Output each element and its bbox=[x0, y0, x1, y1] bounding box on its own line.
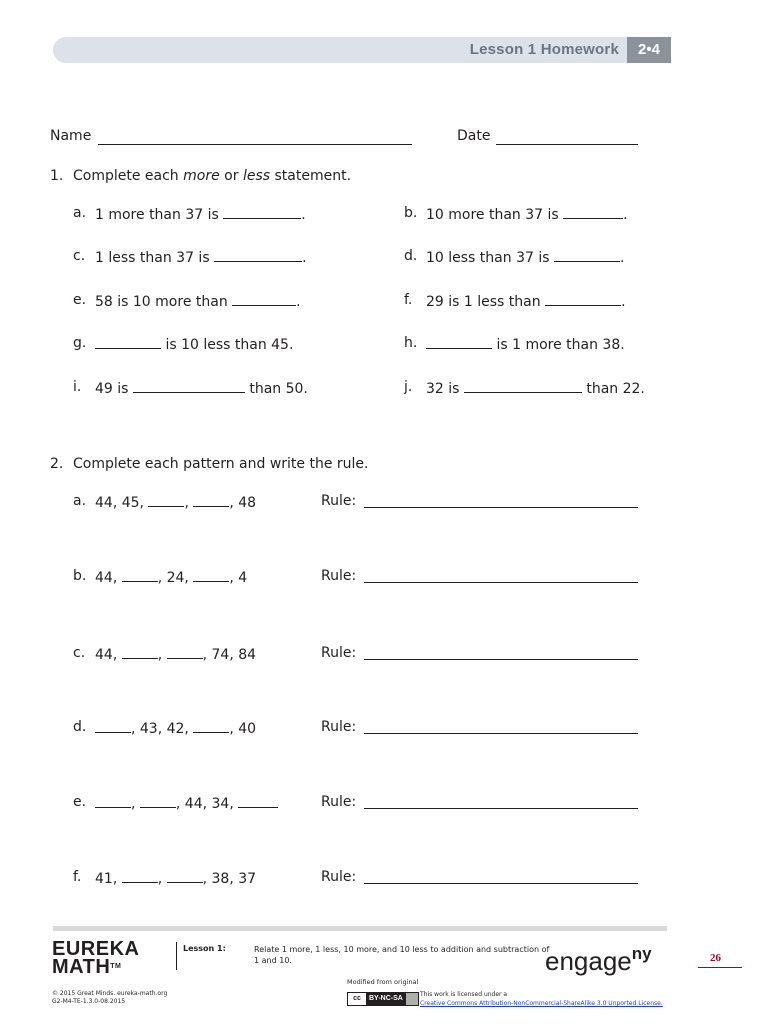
page-number-underline bbox=[698, 967, 742, 968]
footer-lesson-description: Relate 1 more, 1 less, 10 more, and 10 less to addition and subtraction of 1 and 10. bbox=[254, 945, 550, 965]
license-link[interactable]: Creative Commons Attribution-NonCommercial-ShareAlike 3.0 Unported License. bbox=[420, 1000, 663, 1007]
answer-blank[interactable] bbox=[554, 247, 620, 262]
rule-field[interactable] bbox=[364, 659, 638, 660]
answer-blank[interactable] bbox=[167, 644, 203, 659]
license-text: This work is licensed under a Creative Commons Attribution-NonCommercial-ShareAlike 3.0 Unported License. bbox=[420, 991, 663, 1007]
problem-1h-letter: h. bbox=[404, 335, 418, 351]
problem-1c: 1 less than 37 is . bbox=[95, 247, 307, 267]
rule-label: Rule: bbox=[321, 719, 357, 735]
problem-1b-letter: b. bbox=[404, 205, 418, 221]
problem-1b: 10 more than 37 is . bbox=[426, 204, 628, 224]
answer-blank[interactable] bbox=[232, 291, 296, 306]
rule-label: Rule: bbox=[321, 568, 357, 584]
pattern-e-letter: e. bbox=[73, 794, 87, 810]
problem-1d: 10 less than 37 is . bbox=[426, 247, 624, 267]
answer-blank[interactable] bbox=[214, 247, 302, 262]
answer-blank[interactable] bbox=[545, 291, 621, 306]
pattern-a: 44, 45, , , 48 bbox=[95, 492, 256, 512]
problem-1i-letter: i. bbox=[73, 379, 82, 395]
problem-1a-letter: a. bbox=[73, 205, 87, 221]
rule-field[interactable] bbox=[364, 883, 638, 884]
answer-blank[interactable] bbox=[223, 204, 301, 219]
answer-blank[interactable] bbox=[95, 793, 131, 808]
answer-blank[interactable] bbox=[563, 204, 623, 219]
pattern-d: , 43, 42, , 40 bbox=[95, 718, 256, 738]
pattern-c-letter: c. bbox=[73, 645, 86, 661]
pattern-d-letter: d. bbox=[73, 719, 87, 735]
problem-1c-letter: c. bbox=[73, 248, 86, 264]
answer-blank[interactable] bbox=[464, 378, 582, 393]
pattern-f: 41, , , 38, 37 bbox=[95, 868, 256, 888]
answer-blank[interactable] bbox=[122, 644, 158, 659]
footer-lesson-label: Lesson 1: bbox=[183, 944, 226, 953]
pattern-c: 44, , , 74, 84 bbox=[95, 644, 256, 664]
rule-label: Rule: bbox=[321, 493, 357, 509]
problem-1g: is 10 less than 45. bbox=[95, 334, 293, 354]
answer-blank[interactable] bbox=[426, 334, 492, 349]
answer-blank[interactable] bbox=[238, 793, 278, 808]
problem-1e-letter: e. bbox=[73, 292, 87, 308]
answer-blank[interactable] bbox=[95, 718, 131, 733]
pattern-b-letter: b. bbox=[73, 568, 87, 584]
problem-2-prompt: Complete each pattern and write the rule. bbox=[73, 456, 369, 472]
name-field[interactable] bbox=[98, 144, 412, 145]
answer-blank[interactable] bbox=[167, 868, 203, 883]
rule-label: Rule: bbox=[321, 645, 357, 661]
pattern-f-letter: f. bbox=[73, 869, 82, 885]
pattern-a-letter: a. bbox=[73, 493, 87, 509]
date-field[interactable] bbox=[496, 144, 638, 145]
answer-blank[interactable] bbox=[193, 492, 229, 507]
answer-blank[interactable] bbox=[148, 492, 184, 507]
lesson-title: Lesson 1 Homework bbox=[469, 41, 619, 58]
eureka-math-logo: EUREKA MATH™ bbox=[52, 938, 140, 978]
rule-label: Rule: bbox=[321, 794, 357, 810]
problem-2-number: 2. bbox=[50, 456, 64, 472]
problem-1-number: 1. bbox=[50, 168, 64, 184]
problem-1f-letter: f. bbox=[404, 292, 413, 308]
header-banner bbox=[53, 37, 671, 63]
cc-license-icon: cc BY-NC-SA bbox=[347, 992, 419, 1006]
problem-1f: 29 is 1 less than . bbox=[426, 291, 626, 311]
answer-blank[interactable] bbox=[95, 334, 161, 349]
problem-1j: 32 is than 22. bbox=[426, 378, 645, 398]
answer-blank[interactable] bbox=[133, 378, 245, 393]
problem-1g-letter: g. bbox=[73, 335, 87, 351]
problem-1d-letter: d. bbox=[404, 248, 418, 264]
rule-label: Rule: bbox=[321, 869, 357, 885]
problem-1e: 58 is 10 more than . bbox=[95, 291, 301, 311]
answer-blank[interactable] bbox=[140, 793, 176, 808]
answer-blank[interactable] bbox=[122, 567, 158, 582]
problem-1-prompt: Complete each more or less statement. bbox=[73, 168, 352, 184]
problem-1h: is 1 more than 38. bbox=[426, 334, 625, 354]
date-label: Date bbox=[457, 128, 491, 144]
footer-vertical-divider bbox=[176, 942, 177, 970]
rule-field[interactable] bbox=[364, 733, 638, 734]
engageny-logo: engage$^{ny}$ bbox=[545, 944, 652, 976]
problem-1i: 49 is than 50. bbox=[95, 378, 308, 398]
footer-divider bbox=[53, 926, 667, 931]
problem-1a: 1 more than 37 is . bbox=[95, 204, 306, 224]
rule-field[interactable] bbox=[364, 808, 638, 809]
rule-field[interactable] bbox=[364, 582, 638, 583]
answer-blank[interactable] bbox=[193, 567, 229, 582]
answer-blank[interactable] bbox=[193, 718, 229, 733]
problem-1j-letter: j. bbox=[404, 379, 413, 395]
name-label: Name bbox=[50, 128, 92, 144]
pattern-b: 44, , 24, , 4 bbox=[95, 567, 247, 587]
footer-copyright: © 2015 Great Minds. eureka-math.org G2-M4-TE-1.3.0-08.2015 bbox=[52, 990, 168, 1005]
rule-field[interactable] bbox=[364, 507, 638, 508]
page-number: 26 bbox=[710, 952, 721, 964]
pattern-e: , , 44, 34, bbox=[95, 793, 278, 813]
answer-blank[interactable] bbox=[122, 868, 158, 883]
modified-note: Modified from original bbox=[347, 978, 419, 986]
grade-module-badge: 2•4 bbox=[627, 37, 671, 63]
